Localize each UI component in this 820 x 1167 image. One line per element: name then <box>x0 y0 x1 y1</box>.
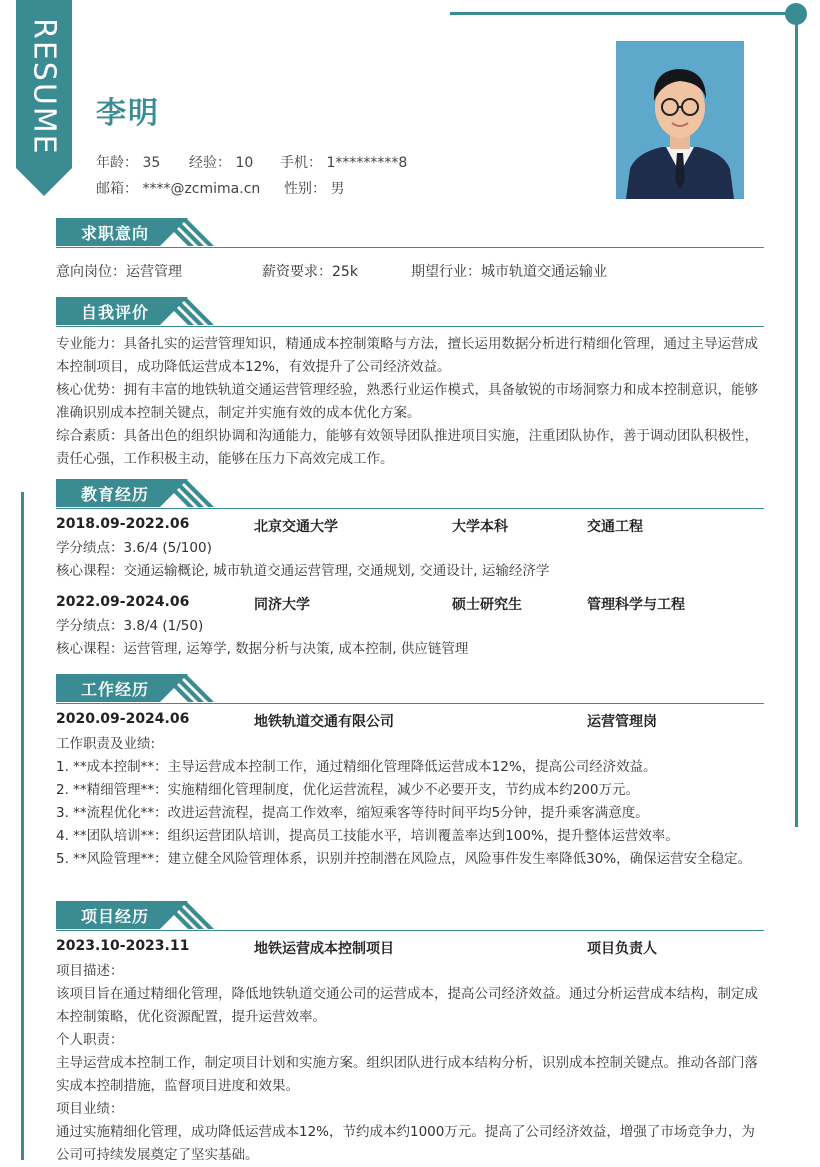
project-result-label: 项目业绩： <box>56 1101 124 1117</box>
project-result: 通过实施精细化管理，成功降低运营成本12%，节约成本约1000万元。提高了公司经济效益，增强了市场竞争力，为公司可持续发展奠定了坚实基础。 <box>56 1124 755 1163</box>
education-entry-2 <box>56 594 766 616</box>
age: 年龄： 35 <box>96 155 161 171</box>
self-eval-paragraph: 核心优势：拥有丰富的地铁轨道交通运营管理经验，熟悉行业运作模式，具备敏锐的市场洞察力和成本控制意识，能够准确识别成本控制关键点，制定并实施有效的成本优化方案。 <box>56 382 758 421</box>
edu-degree: 大学本科 <box>452 519 508 535</box>
work-role: 运营管理岗 <box>587 714 657 730</box>
left-decor-line <box>21 492 24 1160</box>
edu-date: 2022.09-2024.06 <box>56 594 190 610</box>
gender: 性别： 男 <box>284 181 345 197</box>
edu-school: 北京交通大学 <box>254 519 338 535</box>
project-desc: 该项目旨在通过精细化管理，降低地铁轨道交通公司的运营成本，提高公司经济效益。通过分析运营成本结构，制定成本控制策略，优化资源配置，提升运营效率。 <box>56 986 758 1025</box>
basic-info-row-1 <box>96 152 407 172</box>
right-decor-line <box>795 15 798 827</box>
edu-degree: 硕士研究生 <box>452 597 522 613</box>
profile-photo <box>616 41 744 199</box>
section-header-project <box>56 901 764 931</box>
edu-major: 交通工程 <box>587 519 643 535</box>
project-duty-label: 个人职责： <box>56 1032 124 1048</box>
project-date: 2023.10-2023.11 <box>56 938 190 954</box>
section-header-self-eval <box>56 297 764 327</box>
work-company: 地铁轨道交通有限公司 <box>254 714 394 730</box>
edu-gpa: 学分绩点：3.6/4 (5/100) <box>56 540 212 556</box>
section-header-work <box>56 674 764 704</box>
work-entry <box>56 711 766 733</box>
project-desc-label: 项目描述： <box>56 963 124 979</box>
section-title-work: 工作经历 <box>81 680 150 699</box>
intention-salary: 薪资要求：25k <box>262 264 358 280</box>
work-date: 2020.09-2024.06 <box>56 711 190 727</box>
edu-gpa: 学分绩点：3.8/4 (1/50) <box>56 618 204 634</box>
top-decor-line <box>450 12 795 15</box>
project-duty: 主导运营成本控制工作，制定项目计划和实施方案。组织团队进行成本结构分析，识别成本控制关键点。推动各部门落实成本控制措施，监督项目进度和效果。 <box>56 1055 758 1094</box>
edu-major: 管理科学与工程 <box>587 597 685 613</box>
phone: 手机： 1*********8 <box>280 155 408 171</box>
section-title-intention: 求职意向 <box>81 224 150 243</box>
edu-courses: 核心课程：运营管理, 运筹学, 数据分析与决策, 成本控制, 供应链管理 <box>56 641 469 657</box>
work-detail <box>56 733 766 871</box>
edu-school: 同济大学 <box>254 597 310 613</box>
education-detail-1 <box>56 537 766 583</box>
section-title-project: 项目经历 <box>81 907 150 926</box>
project-detail <box>56 960 766 1167</box>
work-item: 1. **成本控制**：主导运营成本控制工作，通过精细化管理降低运营成本12%，提高公司经济效益。 <box>56 759 657 775</box>
work-item: 5. **风险管理**：建立健全风险管理体系，识别并控制潜在风险点，风险事件发生率降低30%，确保运营安全稳定。 <box>56 851 752 867</box>
project-entry <box>56 938 766 960</box>
resume-ribbon-tip <box>16 168 72 196</box>
work-item: 3. **流程优化**：改进运营流程，提高工作效率，缩短乘客等待时间平均5分钟，提升乘客满意度。 <box>56 805 649 821</box>
self-eval-block <box>56 333 766 471</box>
resume-label: RESUME <box>26 18 62 156</box>
email: 邮箱： ****@zcmima.cn <box>96 181 261 197</box>
work-item: 4. **团队培训**：组织运营团队培训，提高员工技能水平，培训覆盖率达到100%，提升整体运营效率。 <box>56 828 679 844</box>
work-item: 2. **精细管理**：实施精细化管理制度，优化运营流程，减少不必要开支，节约成本约200万元。 <box>56 782 639 798</box>
edu-courses: 核心课程：交通运输概论, 城市轨道交通运营管理, 交通规划, 交通设计, 运输经济学 <box>56 563 550 579</box>
intention-position: 意向岗位：运营管理 <box>56 264 182 280</box>
intention-row <box>56 261 766 283</box>
experience: 经验： 10 <box>189 155 254 171</box>
section-title-education: 教育经历 <box>81 485 150 504</box>
section-header-education <box>56 479 764 509</box>
intention-industry: 期望行业：城市轨道交通运输业 <box>411 264 607 280</box>
basic-info-row-2 <box>96 178 344 198</box>
candidate-name: 李明 <box>96 96 160 131</box>
education-entry-1 <box>56 516 766 538</box>
education-detail-2 <box>56 615 766 661</box>
work-intro: 工作职责及业绩: <box>56 736 156 752</box>
project-name: 地铁运营成本控制项目 <box>254 941 394 957</box>
section-header-intention <box>56 218 764 248</box>
section-title-self-eval: 自我评价 <box>81 303 150 322</box>
self-eval-paragraph: 专业能力：具备扎实的运营管理知识，精通成本控制策略与方法，擅长运用数据分析进行精细化管理，通过主导运营成本控制项目，成功降低运营成本12%，有效提升了公司经济效益。 <box>56 336 758 375</box>
self-eval-paragraph: 综合素质：具备出色的组织协调和沟通能力，能够有效领导团队推进项目实施，注重团队协作，善于调动团队积极性，责任心强，工作积极主动，能够在压力下高效完成工作。 <box>56 428 758 467</box>
edu-date: 2018.09-2022.06 <box>56 516 190 532</box>
project-role: 项目负责人 <box>587 941 657 957</box>
